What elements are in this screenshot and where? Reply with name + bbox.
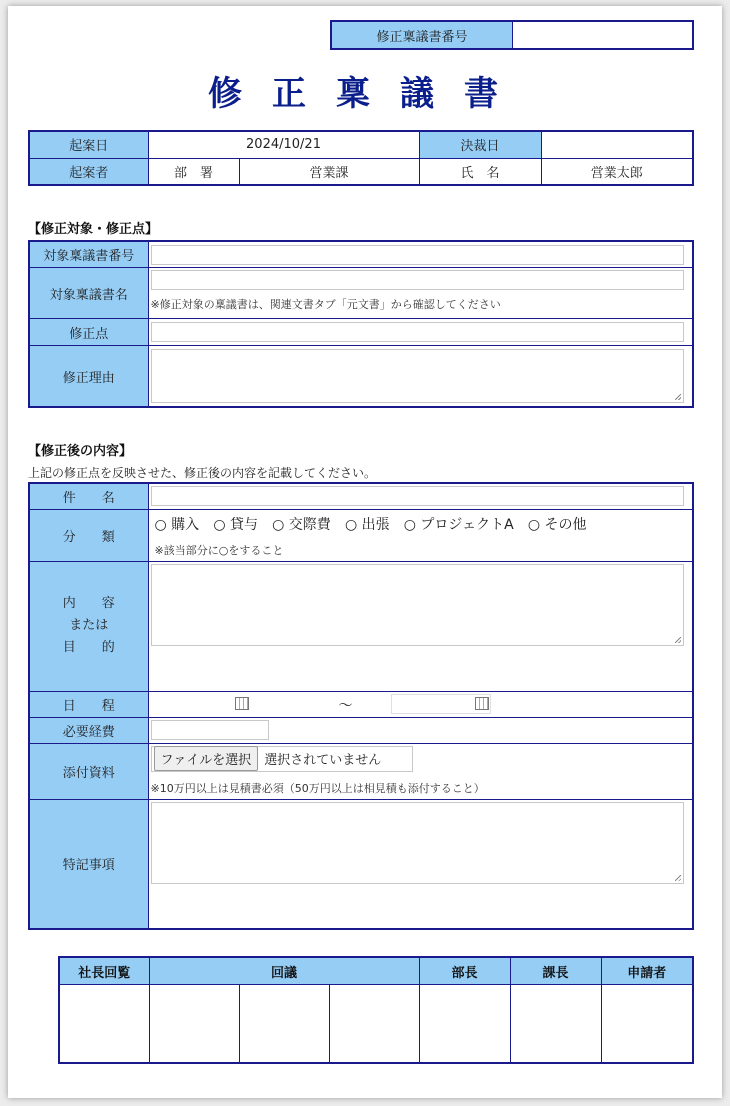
stamp-header-circulation: 回議 [149,957,419,985]
stamp-header-applicant: 申請者 [601,957,693,985]
stamp-header-director: 部長 [419,957,510,985]
stamp-box-applicant [601,985,693,1064]
file-status: 選択されていません [264,753,382,768]
subject-label: 件 名 [29,483,148,509]
stamp-header-manager: 課長 [510,957,601,985]
dept-value[interactable]: 営業課 [239,158,419,185]
header-table [28,130,694,186]
approval-date-label: 決裁日 [419,131,541,158]
category-option-label: その他 [544,516,587,533]
stamp-box-manager [510,985,601,1064]
section2-table [28,482,694,930]
target-name-input[interactable] [151,270,685,290]
doc-number-label: 修正稟議書番号 [331,21,513,49]
category-option-other[interactable]: ○ その他 [527,516,587,533]
category-option-label: プロジェクトA [420,516,514,533]
schedule-cell [148,691,693,717]
draft-date-label: 起案日 [29,131,148,158]
section2-heading: 【修正後の内容】 [28,444,133,459]
schedule-label: 日 程 [29,691,148,717]
content-textarea[interactable] [151,564,685,646]
target-number-input[interactable] [151,245,685,265]
remarks-textarea[interactable] [151,802,685,884]
category-option-entertainment[interactable]: ○ 交際費 [272,516,331,533]
target-name-label: 対象稟議書名 [29,268,148,319]
category-label: 分 類 [29,509,148,561]
content-label-line3: 目 的 [62,640,115,655]
target-number-label: 対象稟議書番号 [29,241,148,268]
category-option-business-trip[interactable]: ○ 出張 [344,516,390,533]
category-option-lending[interactable]: ○ 貸与 [213,516,258,533]
category-note: ※該当部分に○をすること [154,543,284,557]
dept-label: 部 署 [148,158,239,185]
drafter-label: 起案者 [29,158,148,185]
stamp-header-president: 社長回覧 [59,957,149,985]
category-option-project-a[interactable]: ○ プロジェクトA [403,516,514,533]
doc-number-table [330,20,694,50]
subject-input[interactable] [151,486,685,506]
fix-point-input[interactable] [151,322,685,342]
fix-reason-textarea[interactable] [151,349,685,403]
remarks-label: 特記事項 [29,799,148,929]
stamp-box-president [59,985,149,1064]
stamp-box-circulation-3 [329,985,419,1064]
stamp-box-circulation-1 [149,985,239,1064]
section1-table [28,240,694,408]
cost-input[interactable] [151,720,269,740]
stamp-box-circulation-2 [239,985,329,1064]
content-label-line1: 内 容 [62,596,115,611]
category-option-purchase[interactable]: ○ 購入 [154,516,200,533]
category-option-label: 出張 [361,516,390,533]
content-label [29,561,148,691]
doc-number-field[interactable] [513,21,694,49]
section1-heading: 【修正対象・修正点】 [28,222,159,237]
draft-date-value[interactable]: 2024/10/21 [148,131,419,158]
schedule-separator: ～ [338,697,353,714]
category-radio-group [155,514,687,534]
name-label: 氏 名 [419,158,541,185]
category-option-label: 交際費 [288,516,331,533]
name-value[interactable]: 営業太郎 [541,158,693,185]
document-sheet [8,6,722,1098]
category-option-label: 購入 [171,516,200,533]
file-input[interactable] [151,746,413,772]
file-select-button[interactable]: ファイルを選択 [154,746,259,771]
fix-point-label: 修正点 [29,319,148,346]
stamp-table [58,956,694,1064]
cost-label: 必要経費 [29,717,148,743]
calendar-icon[interactable] [235,697,249,710]
stamp-box-director [419,985,510,1064]
approval-date-value[interactable] [541,131,693,158]
page-title: 修正稟議書 [208,74,528,114]
category-option-label: 貸与 [229,516,258,533]
content-label-line2: または [69,618,109,633]
target-name-note: ※修正対象の稟議書は、関連文書タブ「元文書」から確認してください [150,298,501,312]
attach-label: 添付資料 [29,743,148,799]
fix-reason-label: 修正理由 [29,346,148,407]
section2-intro: 上記の修正点を反映させた、修正後の内容を記載してください。 [28,466,377,480]
calendar-icon[interactable] [475,697,489,710]
attach-note: ※10万円以上は見積書必須（50万円以上は相見積も添付すること） [150,781,485,795]
